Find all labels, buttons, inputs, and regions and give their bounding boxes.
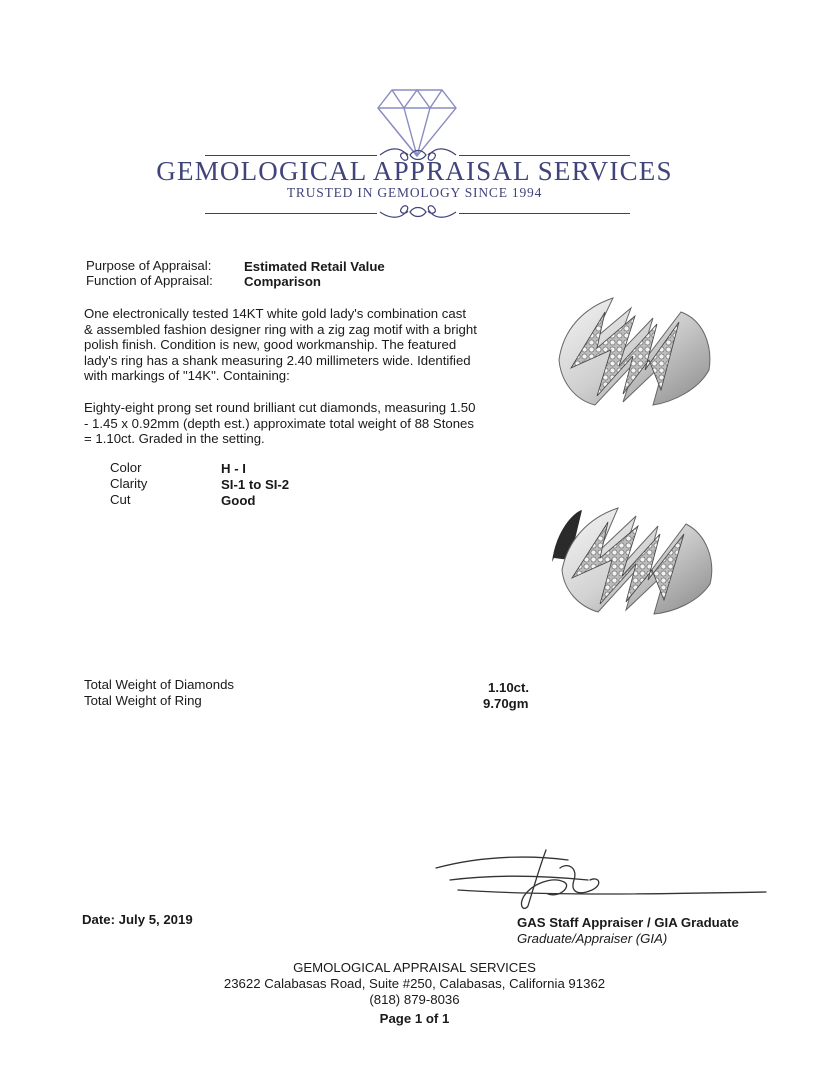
grade-clarity-label: Clarity xyxy=(110,476,148,491)
purpose-value: Estimated Retail Value xyxy=(244,259,385,274)
total-ring-label: Total Weight of Ring xyxy=(84,693,202,708)
total-diamonds-label: Total Weight of Diamonds xyxy=(84,677,235,692)
ring-photo-front xyxy=(553,290,718,415)
grade-cut-label: Cut xyxy=(110,492,131,507)
appraiser-signature xyxy=(428,846,768,912)
description-line: with markings of "14K". Containing: xyxy=(84,368,290,384)
total-ring-value: 9.70gm xyxy=(483,696,529,711)
item-description xyxy=(84,306,504,384)
description-line: & assembled fashion designer ring with a zig zag motif with a bright xyxy=(84,321,477,337)
ring-photo-side xyxy=(548,500,718,620)
description-line: polish finish. Condition is new, good workmanship. The featured xyxy=(84,337,457,353)
footer-address: 23622 Calabasas Road, Suite #250, Calabasas, California 91362 xyxy=(223,976,606,991)
description-line: One electronically tested 14KT white gold lady's combination cast xyxy=(84,306,466,321)
company-tagline: TRUSTED IN GEMOLOGY SINCE 1994 xyxy=(286,185,543,200)
diamonds-description xyxy=(84,400,504,447)
purpose-label: Purpose of Appraisal: xyxy=(86,258,212,273)
grade-color-value: H - I xyxy=(221,461,246,476)
description-line: lady's ring has a shank measuring 2.40 millimeters wide. Identified xyxy=(84,352,471,368)
function-value: Comparison xyxy=(244,274,321,289)
function-label: Function of Appraisal: xyxy=(86,273,213,288)
header-rule-bottom-left xyxy=(205,213,377,214)
grade-color-label: Color xyxy=(110,460,142,475)
header-rule-bottom-right xyxy=(459,213,630,214)
appraiser-title: GAS Staff Appraiser / GIA Graduate xyxy=(517,915,739,930)
grade-clarity-value: SI-1 to SI-2 xyxy=(221,477,290,492)
total-diamonds-value: 1.10ct. xyxy=(488,680,530,695)
appraisal-date: Date: July 5, 2019 xyxy=(82,912,193,927)
ornament-bottom-icon xyxy=(378,201,458,223)
footer-company: GEMOLOGICAL APPRAISAL SERVICES xyxy=(293,960,536,975)
diamonds-line: Eighty-eight prong set round brilliant cut diamonds, measuring 1.50 xyxy=(84,400,476,415)
grade-cut-value: Good xyxy=(221,493,256,508)
diamonds-line: - 1.45 x 0.92mm (depth est.) approximate total weight of 88 Stones xyxy=(84,415,474,431)
appraiser-subtitle: Graduate/Appraiser (GIA) xyxy=(517,931,668,946)
page-number: Page 1 of 1 xyxy=(379,1011,450,1026)
diamonds-line: = 1.10ct. Graded in the setting. xyxy=(84,431,265,447)
footer-phone: (818) 879-8036 xyxy=(369,992,460,1007)
company-name: GEMOLOGICAL APPRAISAL SERVICES xyxy=(156,156,673,186)
